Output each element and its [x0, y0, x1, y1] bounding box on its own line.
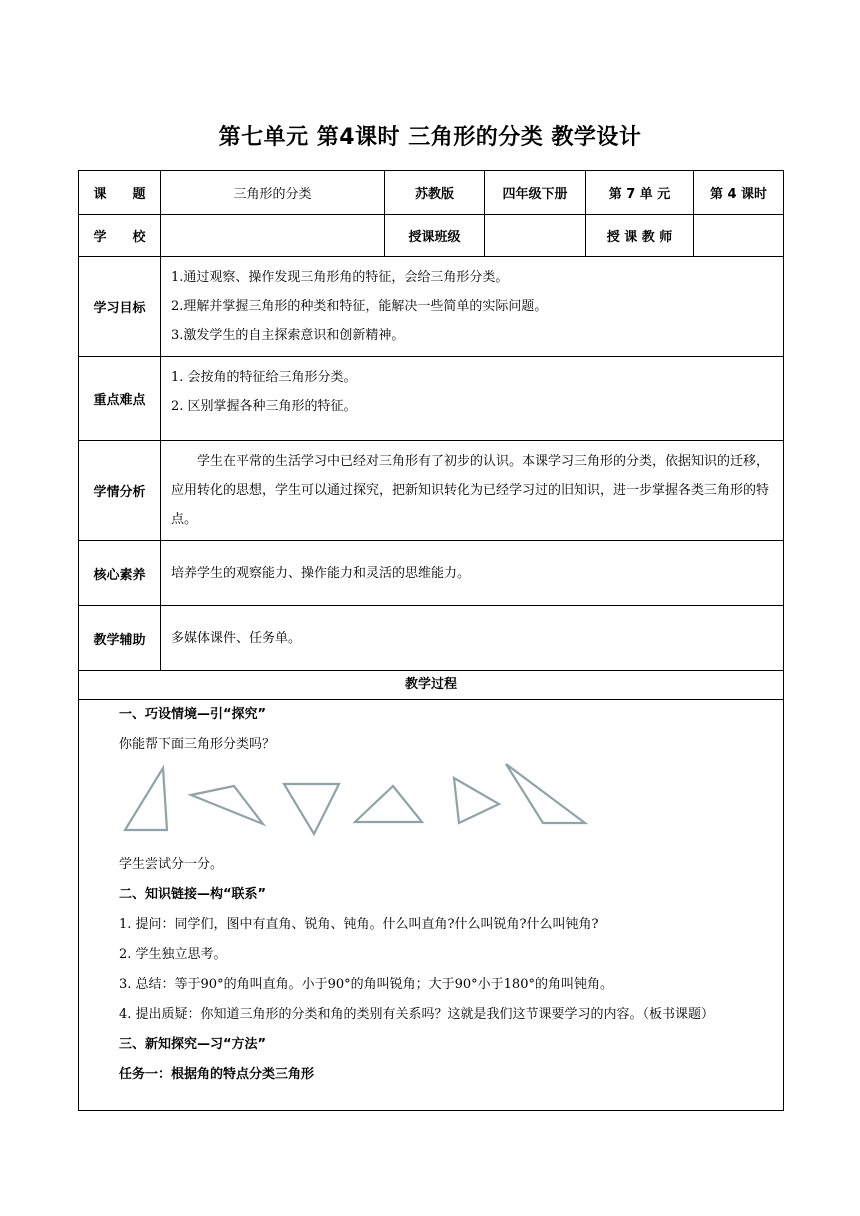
triangle-inverted — [284, 784, 339, 834]
goal-item: 3.激发学生的自主探索意识和创新精神。 — [171, 328, 405, 343]
triangle-right-pointing — [454, 778, 499, 823]
triangle-right-tall — [125, 768, 167, 830]
teacher-label: 授 课 教 师 — [586, 215, 694, 257]
process-row — [79, 671, 784, 1111]
step2-item: 1. 提问：同学们，图中有直角、锐角、钝角。什么叫直角?什么叫锐角?什么叫钝角? — [119, 917, 599, 932]
topic-value: 三角形的分类 — [161, 171, 385, 215]
step2-item: 2. 学生独立思考。 — [119, 947, 227, 962]
lesson-plan-table — [78, 170, 784, 1111]
triangle-figures — [87, 760, 775, 850]
analysis-label: 学情分析 — [79, 441, 161, 541]
literacy-content: 培养学生的观察能力、操作能力和灵活的思维能力。 — [161, 541, 784, 606]
header-row-2 — [79, 215, 784, 257]
step2-item: 3. 总结：等于90°的角叫直角。小于90°的角叫锐角；大于90°小于180°的角叫钝角。 — [119, 977, 613, 992]
page-title: 第七单元 第4课时 三角形的分类 教学设计 — [218, 125, 642, 150]
goals-row — [79, 257, 784, 357]
teacher-value — [694, 215, 784, 257]
school-label: 学 校 — [79, 215, 161, 257]
triangles-illustration — [87, 760, 767, 850]
aids-row — [79, 606, 784, 671]
literacy-row — [79, 541, 784, 606]
lesson: 第 4 课时 — [694, 171, 784, 215]
process-cell — [79, 671, 784, 1111]
step1-title: 一、巧设情境—引“探究” — [119, 707, 267, 722]
class-label: 授课班级 — [385, 215, 485, 257]
school-value — [161, 215, 385, 257]
triangle-acute — [355, 786, 422, 822]
grade: 四年级下册 — [485, 171, 586, 215]
process-body — [79, 700, 783, 1090]
key-points-label: 重点难点 — [79, 357, 161, 441]
unit: 第 7 单 元 — [586, 171, 694, 215]
literacy-label: 核心素养 — [79, 541, 161, 606]
triangle-obtuse-flat — [191, 786, 263, 824]
key-point-item: 1. 会按角的特征给三角形分类。 — [171, 370, 357, 385]
key-points-row — [79, 357, 784, 441]
header-row-1 — [79, 171, 784, 215]
aids-label: 教学辅助 — [79, 606, 161, 671]
analysis-content — [161, 441, 784, 541]
step2-item: 4. 提出质疑：你知道三角形的分类和角的类别有关系吗？这就是我们这节课要学习的内容。（板书课题） — [119, 1007, 715, 1022]
key-points-content — [161, 357, 784, 441]
aids-content: 多媒体课件、任务单。 — [161, 606, 784, 671]
process-heading: 教学过程 — [79, 671, 783, 700]
step2-title: 二、知识链接—构“联系” — [119, 887, 267, 902]
step1-after: 学生尝试分一分。 — [119, 857, 224, 872]
class-value — [485, 215, 586, 257]
key-point-item: 2. 区别掌握各种三角形的特征。 — [171, 399, 357, 414]
goals-content — [161, 257, 784, 357]
publisher: 苏教版 — [385, 171, 485, 215]
goal-item: 2.理解并掌握三角形的种类和特征，能解决一些简单的实际问题。 — [171, 299, 548, 314]
step3-title: 三、新知探究—习“方法” — [119, 1037, 267, 1052]
step1-question: 你能帮下面三角形分类吗？ — [119, 737, 276, 752]
goals-label: 学习目标 — [79, 257, 161, 357]
task1-title: 任务一：根据角的特点分类三角形 — [119, 1067, 315, 1082]
analysis-text: 学生在平常的生活学习中已经对三角形有了初步的认识。本课学习三角形的分类，依据知识的迁移，应用转化的思想，学生可以通过探究，把新知识转化为已经学习过的旧知识，进一步掌握各类三角形的特点。 — [171, 454, 770, 527]
topic-label: 课 题 — [79, 171, 161, 215]
triangle-obtuse-slanted — [506, 764, 585, 823]
analysis-row — [79, 441, 784, 541]
goal-item: 1.通过观察、操作发现三角形角的特征，会给三角形分类。 — [171, 270, 509, 285]
